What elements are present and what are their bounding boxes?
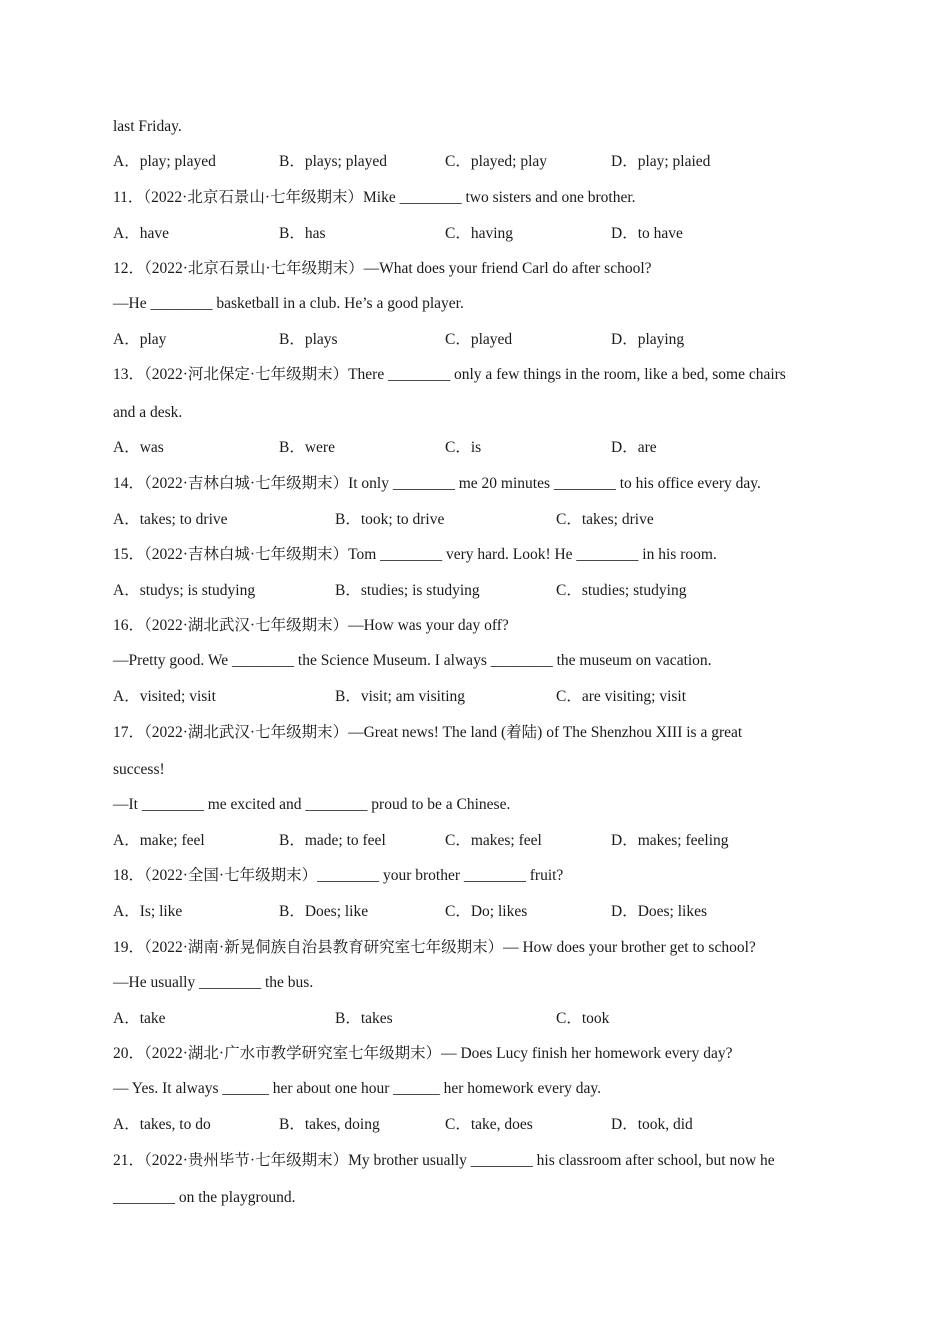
q12-line2: —He ________ basketball in a club. He’s a good player. [113,295,464,312]
q16-option-a: A．visited; visit [113,688,216,705]
q19-options [113,1009,853,1029]
q16-option-b: B．visit; am visiting [335,688,466,705]
q10-option-b: B．plays; played [279,153,388,170]
q11-option-d: D．to have [611,225,683,242]
q18-option-d: D．Does; likes [611,903,708,920]
q14-option-b: B．took; to drive [335,511,445,528]
q20-option-c: C．take, does [445,1116,533,1133]
q20-option-a: A．takes, to do [113,1116,211,1133]
q16-line2: —Pretty good. We ________ the Science Museum. I always ________ the museum on vacation. [113,652,712,669]
q15-option-a: A．studys; is studying [113,582,256,599]
q11-stem: 11．（2022·北京石景山·七年级期末）Mike ________ two sisters and one brother. [113,189,636,206]
q18-option-b: B．Does; like [279,903,369,920]
q13-option-b: B．were [279,439,335,456]
q14-option-a: A．takes; to drive [113,511,228,528]
q11-option-b: B．has [279,225,326,242]
q10-option-a: A．play; played [113,153,216,170]
q19-option-b: B．takes [335,1010,393,1027]
q15-option-c: C．studies; studying [556,582,687,599]
q17-line2: success! [113,761,165,778]
q10-option-c: C．played; play [445,153,548,170]
q20-line2: — Yes. It always ______ her about one hour ______ her homework every day. [113,1080,602,1097]
q16-options [113,687,853,707]
q11-options [113,224,853,244]
q14-stem: 14．（2022·吉林白城·七年级期末）It only ________ me 20 minutes ________ to his office every day. [113,475,761,492]
q12-option-d: D．playing [611,331,685,348]
q18-option-a: A．Is; like [113,903,183,920]
q16-option-c: C．are visiting; visit [556,688,687,705]
q15-stem: 15．（2022·吉林白城·七年级期末）Tom ________ very hard. Look! He ________ in his room. [113,546,717,563]
q12-stem: 12．（2022·北京石景山·七年级期末）—What does your friend Carl do after school? [113,260,652,277]
q14-option-c: C．takes; drive [556,511,654,528]
q12-options [113,330,853,350]
q12-option-c: C．played [445,331,513,348]
q17-option-a: A．make; feel [113,832,205,849]
q13-option-c: C．is [445,439,482,456]
q14-options [113,510,853,530]
q11-option-a: A．have [113,225,169,242]
q17-option-c: C．makes; feel [445,832,542,849]
q19-option-a: A．take [113,1010,166,1027]
q17-options [113,831,853,851]
q17-option-d: D．makes; feeling [611,832,729,849]
q18-stem: 18．（2022·全国·七年级期末）________ your brother ________ fruit? [113,867,564,884]
q13-option-a: A．was [113,439,164,456]
q15-option-b: B．studies; is studying [335,582,480,599]
q13-options [113,438,853,458]
q13-option-d: D．are [611,439,657,456]
q19-line2: —He usually ________ the bus. [113,974,314,991]
q10-continuation: last Friday. [113,118,182,135]
q20-options [113,1115,853,1135]
q10-options [113,152,853,172]
q17-line3: —It ________ me excited and ________ proud to be a Chinese. [113,796,511,813]
q18-options [113,902,853,922]
q10-option-d: D．play; plaied [611,153,711,170]
q21-stem: 21．（2022·贵州毕节·七年级期末）My brother usually ________ his classroom after school, but now he [113,1152,775,1169]
q18-option-c: C．Do; likes [445,903,528,920]
q20-stem: 20．（2022·湖北·广水市教学研究室七年级期末）— Does Lucy finish her homework every day? [113,1045,733,1062]
q20-option-b: B．takes, doing [279,1116,380,1133]
q12-option-a: A．play [113,331,167,348]
q19-option-c: C．took [556,1010,610,1027]
q15-options [113,581,853,601]
q13-line2: and a desk. [113,404,183,421]
q21-line2: ________ on the playground. [113,1189,296,1206]
q20-option-d: D．took, did [611,1116,693,1133]
q19-stem: 19．（2022·湖南·新晃侗族自治县教育研究室七年级期末）— How does your brother get to school? [113,939,756,956]
q17-option-b: B．made; to feel [279,832,386,849]
q17-stem: 17．（2022·湖北武汉·七年级期末）—Great news! The land (着陆) of The Shenzhou XIII is a great [113,724,743,741]
q11-option-c: C．having [445,225,514,242]
q13-stem: 13．（2022·河北保定·七年级期末）There ________ only a few things in the room, like a bed, some chairs [113,366,786,383]
q16-stem: 16．（2022·湖北武汉·七年级期末）—How was your day off? [113,617,509,634]
q12-option-b: B．plays [279,331,338,348]
